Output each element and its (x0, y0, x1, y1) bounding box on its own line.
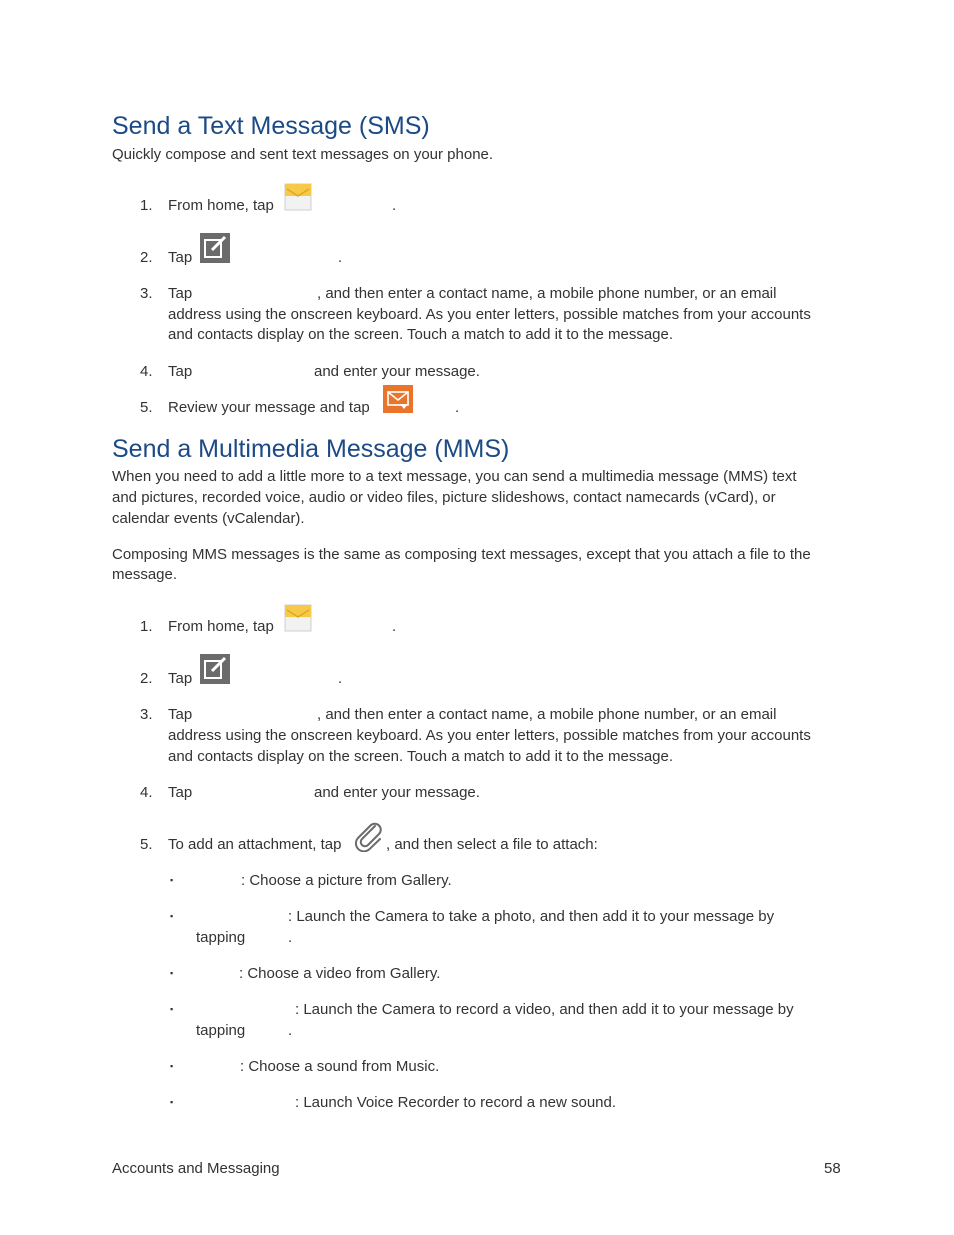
sms-step-4-text: Tap (168, 363, 193, 380)
bullet-marker: ▪ (170, 911, 174, 921)
mms-intro2-line-2: message. (112, 566, 178, 583)
sms-step-5-number: 5. (140, 399, 153, 416)
sms-step-3-text-b: , and then enter a contact name, a mobile phone number, or an email (317, 285, 777, 302)
paperclip-icon[interactable] (353, 820, 385, 852)
bullet-text: : Launch the Camera to record a video, and then add it to your message by (295, 1001, 794, 1018)
sms-heading: Send a Text Message (SMS) (112, 112, 430, 140)
mms-step-5-text: To add an attachment, tap (168, 836, 342, 853)
mms-step-1-end: . (392, 618, 397, 635)
bullet-text-tail: tapping (196, 1022, 246, 1039)
mms-step-1-number: 1. (140, 618, 153, 635)
sms-step-1-end: . (392, 197, 397, 214)
bullet-marker: ▪ (170, 1061, 174, 1071)
bullet-text: : Choose a picture from Gallery. (241, 872, 452, 889)
bullet-text: : Choose a video from Gallery. (239, 965, 441, 982)
bullet-text-dot: . (288, 1022, 293, 1039)
sms-step-3-text-c: address using the onscreen keyboard. As you enter letters, possible matches from your accounts (168, 306, 811, 323)
sms-step-3-text-d: and contacts display on the screen. Touch a match to add it to the message. (168, 326, 674, 343)
compose-icon[interactable] (200, 654, 230, 684)
bullet-marker: ▪ (170, 1097, 174, 1107)
mms-intro-line-3: calendar events (vCalendar). (112, 510, 305, 527)
bullet-text: : Launch the Camera to take a photo, and then add it to your message by (288, 908, 775, 925)
messages-app-icon[interactable] (284, 183, 312, 211)
messages-app-icon[interactable] (284, 604, 312, 632)
mms-step-3-number: 3. (140, 706, 153, 723)
sms-step-1-text: From home, tap (168, 197, 274, 214)
sms-intro: Quickly compose and sent text messages on your phone. (112, 146, 494, 163)
mms-intro2-line-1: Composing MMS messages is the same as composing text messages, except that you attach a file to the (112, 546, 811, 563)
sms-step-3-number: 3. (140, 285, 153, 302)
mms-step-5-number: 5. (140, 836, 153, 853)
mms-step-3-text: Tap (168, 706, 193, 723)
footer-page-number: 58 (824, 1160, 841, 1177)
mms-step-4-text-b: and enter your message. (314, 784, 480, 801)
footer-section: Accounts and Messaging (112, 1160, 280, 1177)
mms-step-5-text-b: , and then select a file to attach: (386, 836, 598, 853)
mms-step-4-text: Tap (168, 784, 193, 801)
sms-step-5-end: . (455, 399, 460, 416)
mms-step-2-end: . (338, 670, 343, 687)
mms-heading: Send a Multimedia Message (MMS) (112, 435, 510, 463)
mms-step-2-number: 2. (140, 670, 153, 687)
mms-step-3-text-d: and contacts display on the screen. Touch a match to add it to the message. (168, 748, 674, 765)
compose-icon[interactable] (200, 233, 230, 263)
bullet-text-tail: tapping (196, 929, 246, 946)
mms-step-3-text-c: address using the onscreen keyboard. As you enter letters, possible matches from your accounts (168, 727, 811, 744)
sms-step-5-text: Review your message and tap (168, 399, 370, 416)
mms-step-2-text: Tap (168, 670, 193, 687)
sms-step-2-text: Tap (168, 249, 193, 266)
sms-step-2-end: . (338, 249, 343, 266)
sms-step-4-text-b: and enter your message. (314, 363, 480, 380)
sms-step-1-number: 1. (140, 197, 153, 214)
sms-step-4-number: 4. (140, 363, 153, 380)
bullet-marker: ▪ (170, 875, 174, 885)
sms-step-2-number: 2. (140, 249, 153, 266)
mms-intro-line-1: When you need to add a little more to a text message, you can send a multimedia message (MMS) text (112, 468, 797, 485)
bullet-text: : Choose a sound from Music. (240, 1058, 440, 1075)
bullet-text-dot: . (288, 929, 293, 946)
bullet-marker: ▪ (170, 968, 174, 978)
bullet-marker: ▪ (170, 1004, 174, 1014)
sms-step-3-text: Tap (168, 285, 193, 302)
mms-step-1-text: From home, tap (168, 618, 274, 635)
bullet-text: : Launch Voice Recorder to record a new sound. (295, 1094, 617, 1111)
mms-step-3-text-b: , and then enter a contact name, a mobile phone number, or an email (317, 706, 777, 723)
send-icon[interactable] (383, 385, 413, 413)
mms-step-4-number: 4. (140, 784, 153, 801)
mms-intro-line-2: and pictures, recorded voice, audio or video files, picture slideshows, contact namecards (vCard), or (112, 489, 776, 506)
